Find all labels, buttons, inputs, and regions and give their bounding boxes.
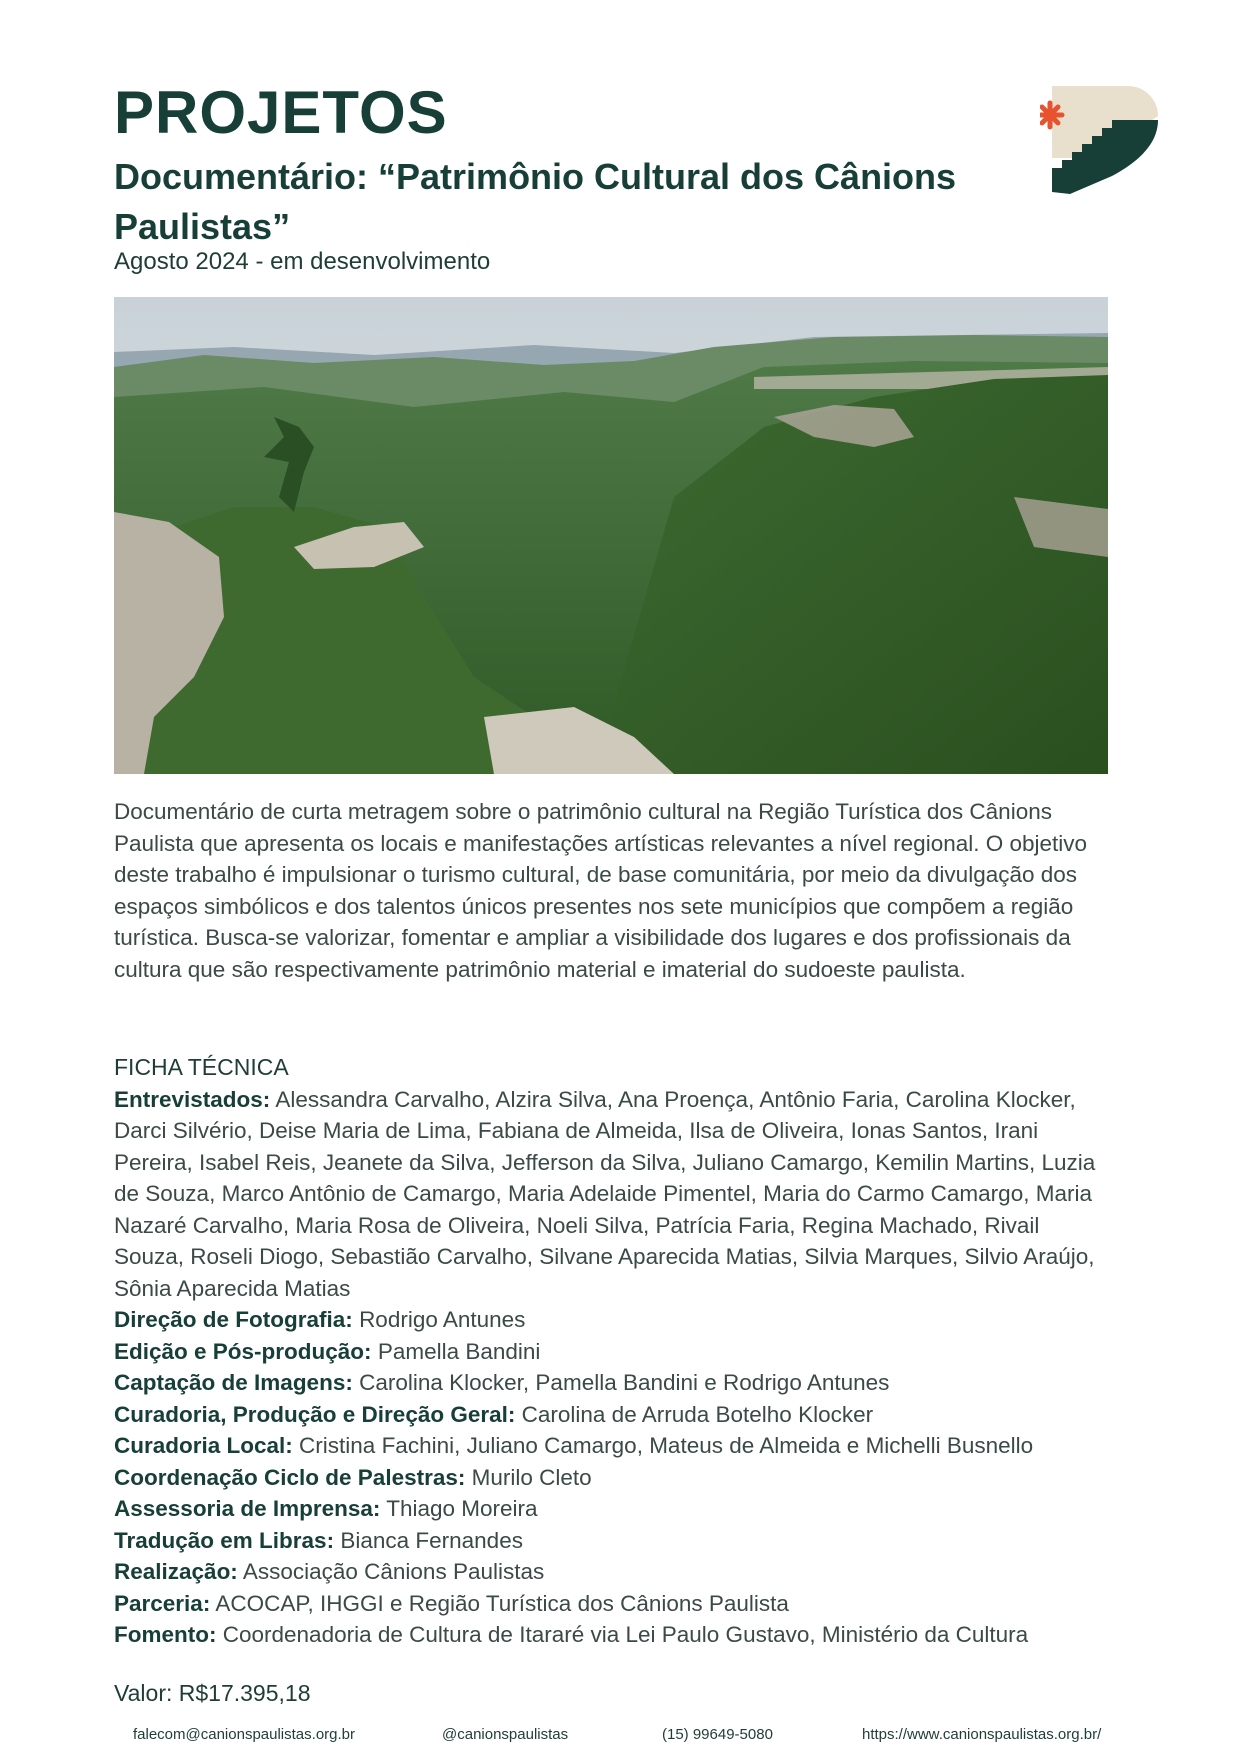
credit-imprensa: [114, 1493, 1114, 1525]
credit-label: Fomento:: [114, 1622, 217, 1647]
asterisk-icon: [1040, 103, 1062, 127]
credit-label: Curadoria Local:: [114, 1433, 293, 1458]
credit-fomento: [114, 1619, 1114, 1651]
credit-value: Associação Cânions Paulistas: [242, 1559, 545, 1584]
credit-value: Coordenadoria de Cultura de Itararé via Lei Paulo Gustavo, Ministério da Cultura: [222, 1622, 1029, 1647]
credit-direcao-fotografia: [114, 1304, 1114, 1336]
technical-sheet: [114, 1052, 1114, 1651]
credit-curadoria-local: [114, 1430, 1114, 1462]
credit-realizacao: [114, 1556, 1114, 1588]
credit-label: Captação de Imagens:: [114, 1370, 353, 1395]
credit-value: Bianca Fernandes: [340, 1527, 523, 1553]
footer-website-link[interactable]: https://www.canionspaulistas.org.br/: [862, 1726, 1102, 1743]
project-description: Documentário de curta metragem sobre o patrimônio cultural na Região Turística dos Cânions Paulista que apresenta os locais e manifestações artísticas relevantes a nível regional. O objetivo deste trabalho é impulsionar o turismo cultural, de base comunitária, por meio da divulgação dos espaços simbólicos e dos talentos únicos presentes nos sete municípios que compõem a região turística. Busca-se valorizar, fomentar e ampliar a visibilidade dos lugares e dos profissionais da cultura que são respectivamente patrimônio material e imaterial do sudoeste paulista.: [114, 799, 1088, 982]
credit-label: Coordenação Ciclo de Palestras:: [114, 1464, 466, 1490]
credit-label: Assessoria de Imprensa:: [114, 1496, 381, 1521]
credit-parceria: [114, 1588, 1114, 1620]
credit-direcao-geral: [114, 1399, 1114, 1431]
credit-entrevistados: [114, 1084, 1114, 1305]
page-title: PROJETOS: [114, 79, 448, 146]
credit-label: Entrevistados:: [114, 1086, 271, 1112]
canyon-landscape-photo: [114, 297, 1108, 774]
credit-label: Curadoria, Produção e Direção Geral:: [114, 1401, 516, 1427]
project-date-status: Agosto 2024 - em desenvolvimento: [114, 248, 491, 275]
credit-palestras: [114, 1462, 1114, 1494]
footer: [0, 1722, 1240, 1748]
credit-value: Rodrigo Antunes: [359, 1307, 526, 1332]
credit-value: Pamella Bandini: [377, 1338, 541, 1364]
credit-libras: [114, 1525, 1114, 1557]
credit-label: Realização:: [114, 1559, 238, 1584]
technical-sheet-title: FICHA TÉCNICA: [114, 1054, 289, 1080]
credit-value: Carolina Klocker, Pamella Bandini e Rodrigo Antunes: [359, 1370, 890, 1395]
credit-label: Parceria:: [114, 1590, 211, 1616]
credit-value: Murilo Cleto: [471, 1464, 592, 1490]
credit-value: ACOCAP, IHGGI e Região Turística dos Cânions Paulista: [215, 1590, 789, 1616]
footer-email-link[interactable]: falecom@canionspaulistas.org.br: [133, 1726, 356, 1743]
credit-edicao: [114, 1336, 1114, 1368]
credit-label: Direção de Fotografia:: [114, 1307, 353, 1332]
canions-paulistas-logo: [1040, 84, 1160, 196]
credit-label: Edição e Pós-produção:: [114, 1338, 372, 1364]
project-title: Documentário: “Patrimônio Cultural dos Cânions Paulistas”: [114, 156, 957, 247]
project-value: Valor: R$17.395,18: [114, 1680, 311, 1706]
credit-captacao: [114, 1367, 1114, 1399]
credit-value: Carolina de Arruda Botelho Klocker: [521, 1401, 874, 1427]
credit-label: Tradução em Libras:: [114, 1527, 335, 1553]
credit-value: Cristina Fachini, Juliano Camargo, Mateus de Almeida e Michelli Busnello: [299, 1433, 1034, 1458]
footer-phone: (15) 99649-5080: [662, 1726, 773, 1743]
credit-value: Alessandra Carvalho, Alzira Silva, Ana Proença, Antônio Faria, Carolina Klocker, Darci Silvério, Deise Maria de Lima, Fabiana de Almeida, Ilsa de Oliveira, Ionas Santos, Irani Pereira, Isabel Reis, Jeanete da Silva, Jefferson da Silva, Juliano Camargo, Kemilin Martins, Luzia de Souza, Marco Antônio de Camargo, Maria Adelaide Pimentel, Maria do Carmo Camargo, Maria Nazaré Carvalho, Maria Rosa de Oliveira, Noeli Silva, Patrícia Faria, Regina Machado, Rivail Souza, Roseli Diogo, Sebastião Carvalho, Silvane Aparecida Matias, Silvia Marques, Silvio Araújo, Sônia Aparecida Matias: [114, 1086, 1096, 1301]
footer-instagram-link[interactable]: @canionspaulistas: [442, 1726, 569, 1743]
credit-value: Thiago Moreira: [386, 1496, 538, 1521]
